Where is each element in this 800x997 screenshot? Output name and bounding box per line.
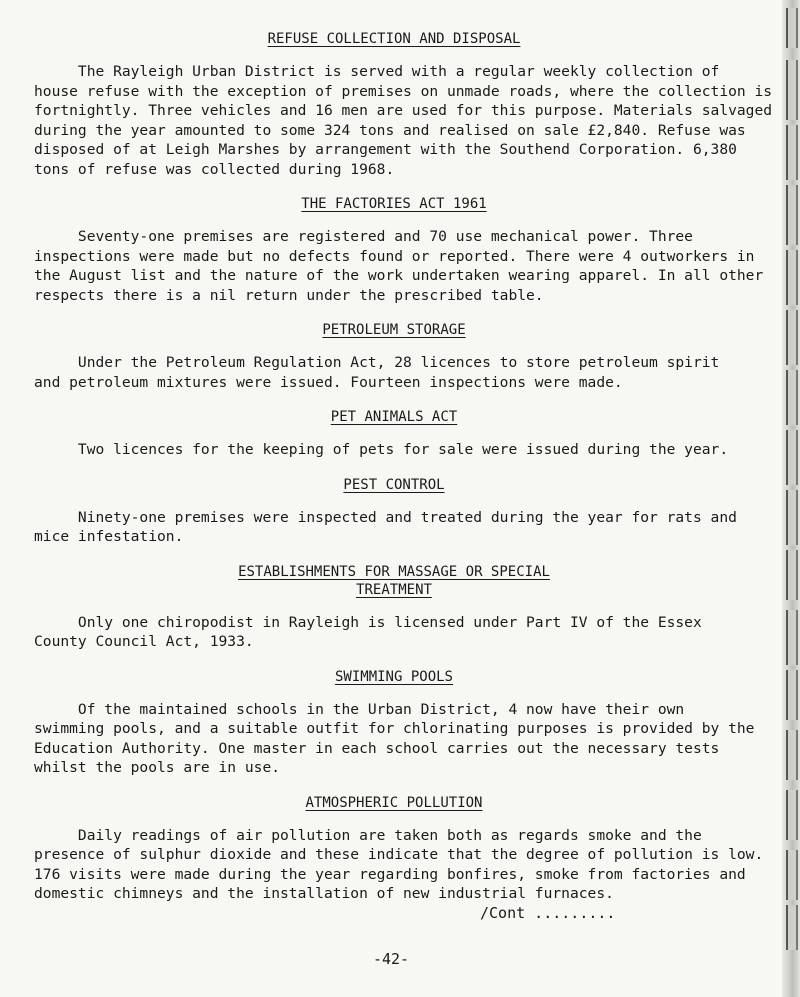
paragraph-line: Of the maintained schools in the Urban District, 4 now have their own — [34, 700, 685, 718]
paragraph-line: and petroleum mixtures were issued. Fourteen inspections were made. — [34, 373, 623, 391]
binding-mark — [786, 490, 798, 545]
paragraph-line: The Rayleigh Urban District is served with a regular weekly collection of — [34, 63, 720, 80]
binding-mark — [786, 790, 798, 840]
section-heading: PETROLEUM STORAGE — [322, 322, 466, 338]
paragraph-line: 176 visits were made during the year regarding bonfires, smoke from factories and — [34, 865, 746, 883]
paragraph-line: house refuse with the exception of premises on unmade roads, where the collection is — [34, 82, 773, 100]
binding-mark — [786, 60, 798, 120]
paragraph-line: Under the Petroleum Regulation Act, 28 licences to store petroleum spirit — [34, 354, 720, 371]
paragraph-line: Ninety-one premises were inspected and treated during the year for rats and — [34, 508, 737, 526]
binding-mark — [786, 185, 798, 245]
paragraph-line: whilst the pools are in use. — [34, 759, 281, 776]
paragraph-line: presence of sulphur dioxide and these indicate that the degree of pollution is low. — [34, 846, 764, 863]
binding-mark — [786, 850, 798, 900]
section-heading: PET ANIMALS ACT — [330, 409, 458, 425]
paragraph-line: disposed of at Leigh Marshes by arrangement with the Southend Corporation. 6,380 — [34, 141, 737, 158]
section-heading: THE FACTORIES ACT 1961 — [301, 196, 487, 212]
section-heading-continued: TREATMENT — [356, 581, 432, 598]
binding-mark — [786, 730, 798, 780]
section-heading: ESTABLISHMENTS FOR MASSAGE OR SPECIAL — [238, 563, 550, 580]
binding-mark — [786, 610, 798, 665]
binding-mark — [786, 8, 798, 48]
continued-note: /Cont ......... — [480, 904, 616, 922]
document-body — [34, 30, 773, 920]
paragraph-line: Daily readings of air pollution are taken both as regards smoke and the — [34, 826, 702, 844]
binding-edge — [782, 0, 800, 997]
paragraph-line: Only one chiropodist in Rayleigh is licensed under Part IV of the Essex — [34, 613, 702, 631]
binding-mark — [786, 310, 798, 365]
paragraph-line: Two licences for the keeping of pets for sale were issued during the year. — [34, 441, 729, 458]
paragraph-line: inspections were made but no defects found or reported. There were 4 outworkers in — [34, 247, 755, 265]
section-heading: PEST CONTROL — [343, 476, 445, 493]
paragraph-line: County Council Act, 1933. — [34, 633, 254, 650]
binding-mark — [786, 670, 798, 720]
paragraph-line: Seventy-one premises are registered and 70 use mechanical power. Three — [34, 228, 693, 245]
paragraph-line: swimming pools, and a suitable outfit for chlorinating purposes is provided by the — [34, 720, 755, 737]
paragraph-line: mice infestation. — [34, 528, 184, 545]
binding-mark — [786, 430, 798, 485]
paragraph-line: tons of refuse was collected during 1968. — [34, 160, 395, 178]
binding-mark — [786, 125, 798, 180]
paragraph-line: domestic chimneys and the installation of new industrial furnaces. — [34, 885, 614, 902]
paragraph-line: fortnightly. Three vehicles and 16 men are used for this purpose. Materials salvaged — [34, 102, 773, 119]
paragraph-line: during the year amounted to some 324 tons and realised on sale £2,840. Refuse was — [34, 121, 746, 139]
page-number: -42- — [372, 950, 410, 968]
binding-mark — [786, 370, 798, 425]
section-heading: SWIMMING POOLS — [334, 668, 453, 685]
binding-mark — [786, 905, 798, 950]
binding-mark — [786, 550, 798, 600]
paragraph-line: respects there is a nil return under the prescribed table. — [34, 286, 544, 304]
binding-mark — [786, 250, 798, 305]
paragraph-line: the August list and the nature of the work undertaken wearing apparel. In all other — [34, 267, 764, 284]
section-heading: REFUSE COLLECTION AND DISPOSAL — [267, 31, 521, 47]
paragraph-line: Education Authority. One master in each school carries out the necessary tests — [34, 739, 720, 757]
section-heading: ATMOSPHERIC POLLUTION — [305, 794, 483, 811]
